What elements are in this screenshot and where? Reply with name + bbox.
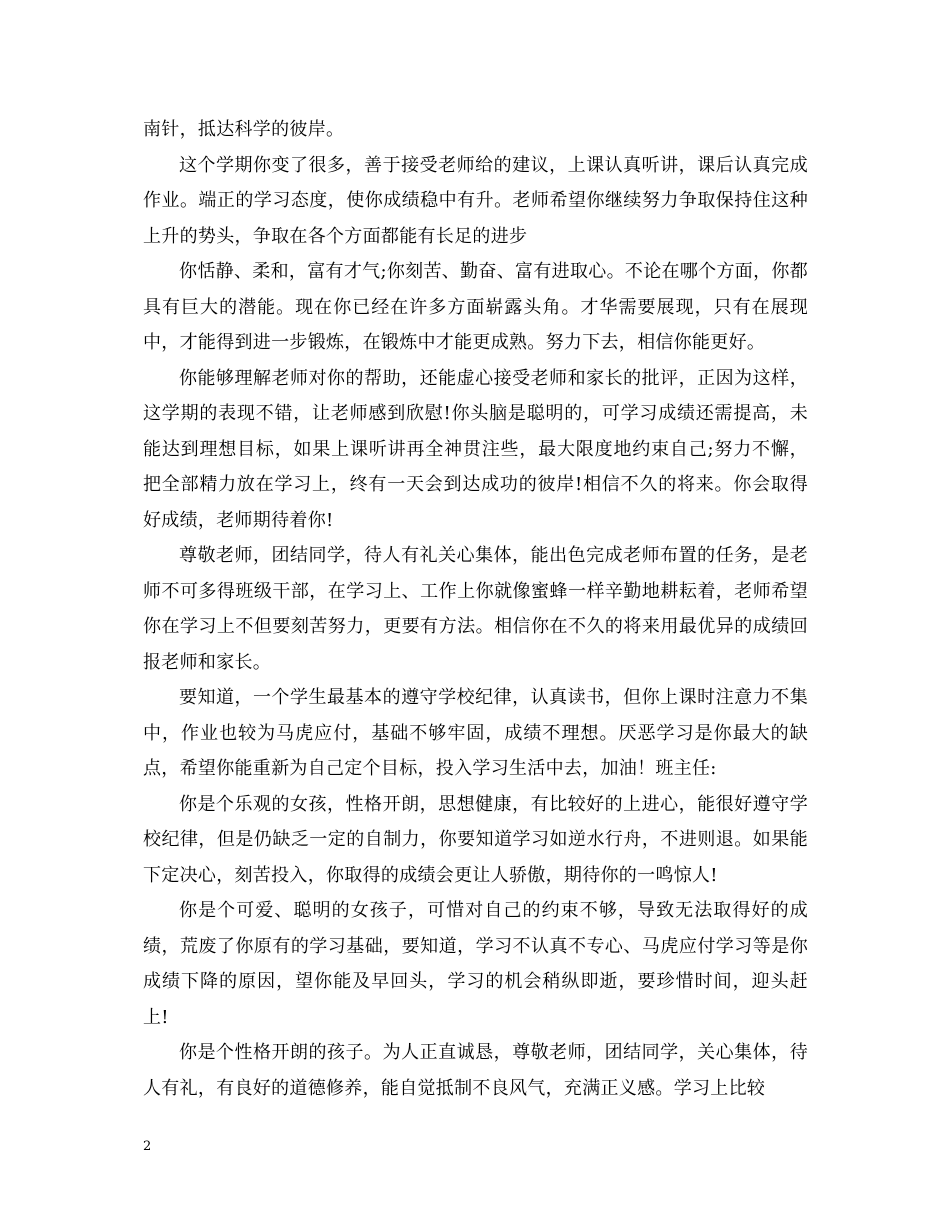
paragraph: 你是个性格开朗的孩子。为人正直诚恳，尊敬老师，团结同学，关心集体，待人有礼，有良好的道德修养，能自觉抵制不良风气，充满正义感。学习上比较: [143, 1042, 808, 1099]
paragraph: 这个学期你变了很多，善于接受老师给的建议，上课认真听讲，课后认真完成作业。端正的学习态度，使你成绩稳中有升。老师希望你继续努力争取保持住这种上升的势头，争取在各个方面都能有长足的进步: [143, 154, 808, 247]
paragraph: 你是个乐观的女孩，性格开朗，思想健康，有比较好的上进心，能很好遵守学校纪律，但是仍缺乏一定的自制力，你要知道学习如逆水行舟，不进则退。如果能下定决心，刻苦投入，你取得的成绩会更让人骄傲，期待你的一鸣惊人!: [143, 793, 808, 886]
paragraph: 你恬静、柔和，富有才气;你刻苦、勤奋、富有进取心。不论在哪个方面，你都具有巨大的潜能。现在你已经在许多方面崭露头角。才华需要展现，只有在展现中，才能得到进一步锻炼，在锻炼中才能更成熟。努力下去，相信你能更好。: [143, 261, 808, 353]
paragraph: 你是个可爱、聪明的女孩子，可惜对自己的约束不够，导致无法取得好的成绩，荒废了你原有的学习基础，要知道，学习不认真不专心、马虎应付学习等是你成绩下降的原因，望你能及早回头，学习的机会稍纵即逝，要珍惜时间，迎头赶上!: [143, 900, 808, 1028]
page-number: 2: [143, 1139, 152, 1154]
paragraph: 尊敬老师，团结同学，待人有礼关心集体，能出色完成老师布置的任务，是老师不可多得班级干部，在学习上、工作上你就像蜜蜂一样辛勤地耕耘着，老师希望你在学习上不但要刻苦努力，更要有方法。相信你在不久的将来用最优异的成绩回报老师和家长。: [143, 545, 808, 673]
paragraph-continuation: 南针，抵达科学的彼岸。: [143, 119, 345, 140]
document-body: [143, 112, 808, 1106]
paragraph: 你能够理解老师对你的帮助，还能虚心接受老师和家长的批评，正因为这样，这学期的表现不错，让老师感到欣慰!你头脑是聪明的，可学习成绩还需提高，未能达到理想目标，如果上课听讲再全神贯注些，最大限度地约束自己;努力不懈，把全部精力放在学习上，终有一天会到达成功的彼岸!相信不久的将来。你会取得好成绩，老师期待着你!: [143, 367, 808, 531]
paragraph: 要知道，一个学生最基本的遵守学校纪律，认真读书，但你上课时注意力不集中，作业也较为马虎应付，基础不够牢固，成绩不理想。厌恶学习是你最大的缺点，希望你能重新为自己定个目标，投入学习生活中去，加油！班主任:: [143, 687, 808, 779]
